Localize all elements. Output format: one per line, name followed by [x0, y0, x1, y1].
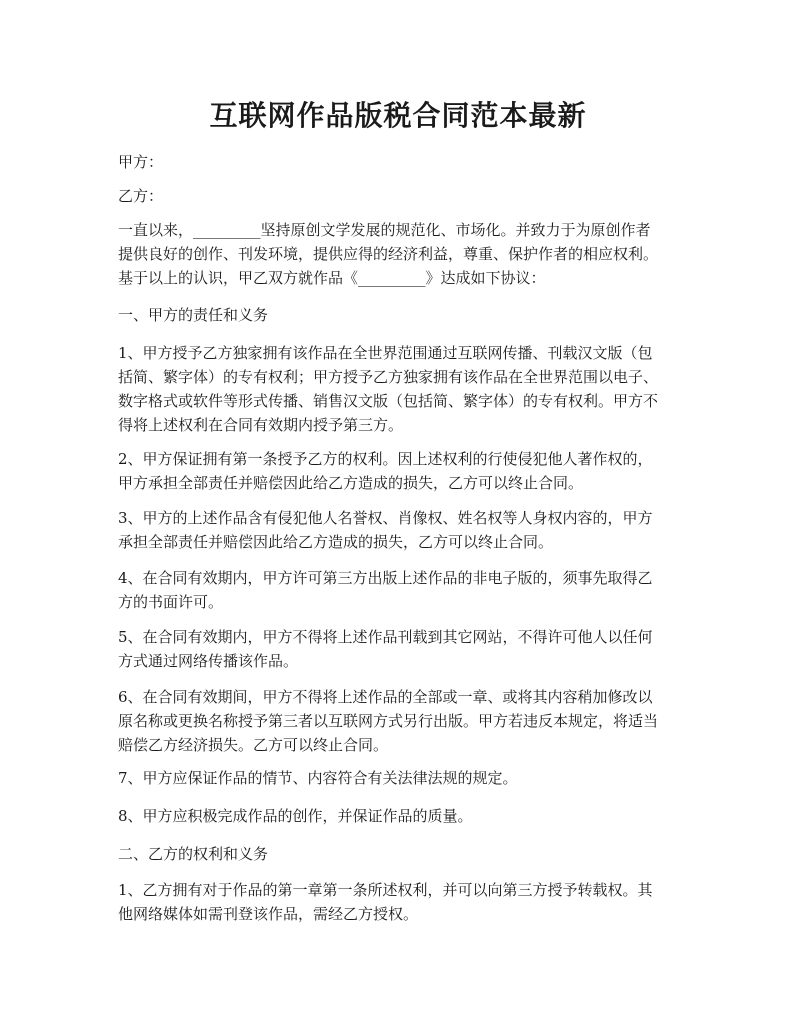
- clause-4-paragraph: [118, 566, 688, 614]
- section-heading-party-b: [118, 842, 688, 866]
- clause-line: 方式通过网络传播该作品。: [118, 652, 299, 670]
- clause-2-paragraph: [118, 447, 688, 495]
- clause-line: 甲方承担全部责任并赔偿因此给乙方造成的损失，乙方可以终止合同。: [118, 474, 584, 492]
- clause-line: 3、甲方的上述作品含有侵犯他人名誉权、肖像权、姓名权等人身权内容的，甲方: [118, 509, 653, 527]
- clause-8-paragraph: [118, 804, 688, 828]
- section-heading-text: 一、甲方的责任和义务: [118, 306, 269, 324]
- clause-line: 得将上述权利在合同有效期内授予第三方。: [118, 416, 404, 434]
- clause-1-paragraph: [118, 341, 688, 437]
- clause-line: 7、甲方应保证作品的情节、内容符合有关法律法规的规定。: [118, 769, 518, 787]
- document-title: 互联网作品版税合同范本最新: [209, 99, 587, 132]
- section-heading-text: 二、乙方的权利和义务: [118, 845, 269, 863]
- clause-line: 8、甲方应积极完成作品的创作，并保证作品的质量。: [118, 807, 473, 825]
- clause-line: 2、甲方保证拥有第一条授予乙方的权利。因上述权利的行使侵犯他人著作权的，: [118, 450, 653, 468]
- section-heading-party-a: [118, 303, 688, 327]
- clause-line: 原名称或更换名称授予第三者以互联网方式另行出版。甲方若违反本规定，将适当: [118, 712, 659, 730]
- clause-5-paragraph: [118, 625, 688, 673]
- party-a-line: [118, 150, 688, 174]
- clause-6-paragraph: [118, 685, 688, 757]
- clause-line: 他网络媒体如需刊登该作品，需经乙方授权。: [118, 905, 419, 923]
- clause-3-paragraph: [118, 506, 688, 554]
- clause-line: 括简、繁字体）的专有权利；甲方授予乙方独家拥有该作品在全世界范围以电子、: [118, 368, 659, 386]
- party-b-line: [118, 184, 688, 208]
- party-b-label: 乙方：: [118, 187, 164, 205]
- preamble-line: 提供良好的创作、刊发环境，提供应得的经济利益，尊重、保护作者的相应权利。: [118, 245, 659, 263]
- preamble-paragraph: [118, 218, 688, 290]
- clause-line: 赔偿乙方经济损失。乙方可以终止合同。: [118, 736, 389, 754]
- clause-line: 4、在合同有效期内，甲方许可第三方出版上述作品的非电子版的，须事先取得乙: [118, 569, 653, 587]
- preamble-line: 一直以来，_________坚持原创文学发展的规范化、市场化。并致力于为原创作者: [118, 221, 651, 239]
- party-a-label: 甲方：: [118, 153, 164, 171]
- clause-line: 5、在合同有效期内，甲方不得将上述作品刊载到其它网站，不得许可他人以任何: [118, 628, 653, 646]
- clause-line: 方的书面许可。: [118, 593, 224, 611]
- clause-7-paragraph: [118, 766, 688, 790]
- clause-line: 承担全部责任并赔偿因此给乙方造成的损失，乙方可以终止合同。: [118, 533, 554, 551]
- clause-line: 1、乙方拥有对于作品的第一章第一条所述权利，并可以向第三方授予转载权。其: [118, 881, 653, 899]
- clause-b1-paragraph: [118, 878, 688, 926]
- preamble-line: 基于以上的认识，甲乙双方就作品《_________》达成如下协议：: [118, 269, 546, 287]
- clause-line: 数字格式或软件等形式传播、销售汉文版（包括简、繁字体）的专有权利。甲方不: [118, 392, 659, 410]
- clause-line: 1、甲方授予乙方独家拥有该作品在全世界范围通过互联网传播、刊载汉文版（包: [118, 344, 653, 362]
- clause-line: 6、在合同有效期间，甲方不得将上述作品的全部或一章、或将其内容稍加修改以: [118, 688, 653, 706]
